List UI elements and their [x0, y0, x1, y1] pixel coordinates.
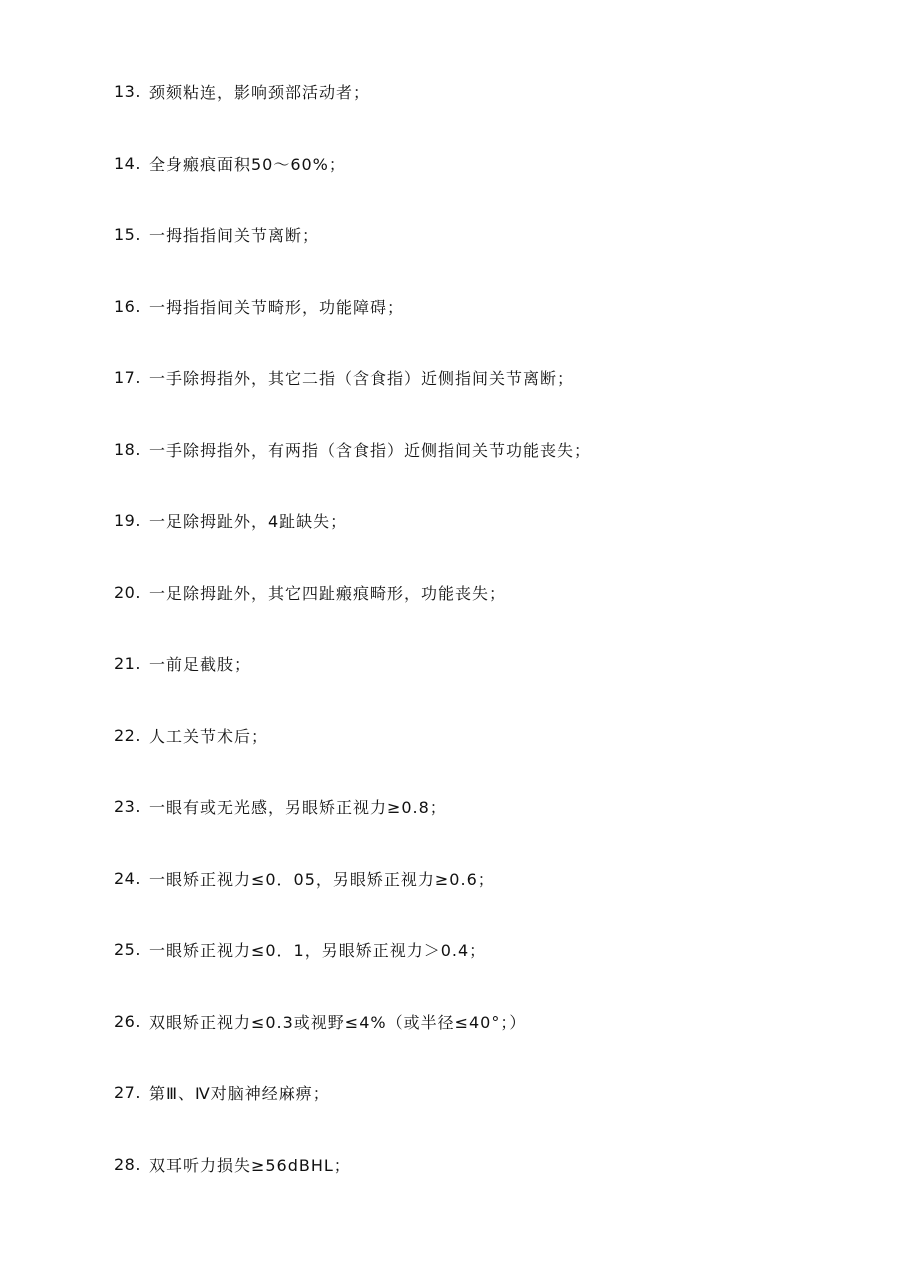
item-text: 一手除拇指外，有两指（含食指）近侧指间关节功能丧失； [148, 440, 591, 460]
list-item [114, 861, 591, 896]
item-text: 全身瘢痕面积50～60%； [148, 154, 346, 174]
list-item [114, 74, 591, 109]
item-number: 23. [114, 797, 141, 816]
item-number: 14. [114, 153, 141, 173]
list-item [114, 503, 591, 538]
item-text: 一拇指指间关节畸形，功能障碍； [148, 297, 404, 317]
item-number: 13. [114, 82, 141, 101]
list-item [114, 575, 591, 610]
item-number: 22. [114, 725, 141, 745]
item-number: 28. [114, 1154, 141, 1174]
list-item [114, 789, 591, 824]
item-text: 一足除拇趾外，4趾缺失； [148, 512, 348, 531]
item-number: 15. [114, 225, 141, 244]
item-text: 颈颏粘连，影响颈部活动者； [148, 83, 370, 102]
item-text: 一眼有或无光感，另眼矫正视力≥0.8； [148, 798, 447, 817]
list-item [114, 432, 591, 467]
item-number: 18. [114, 439, 141, 459]
item-number: 26. [114, 1011, 141, 1031]
item-text: 双眼矫正视力≤0.3或视野≤4%（或半径≤40°；） [148, 1012, 527, 1032]
item-text: 一前足截肢； [148, 655, 251, 674]
item-text: 一手除拇指外，其它二指（含食指）近侧指间关节离断； [148, 369, 574, 388]
item-text: 一拇指指间关节离断； [148, 226, 319, 245]
disability-criteria-list [114, 74, 591, 1218]
item-text: 人工关节术后； [148, 726, 268, 746]
item-text: 双耳听力损失≥56dBHL； [148, 1155, 351, 1175]
item-text: 第Ⅲ、Ⅳ对脑神经麻痹； [148, 1084, 330, 1103]
list-item [114, 718, 591, 753]
item-text: 一眼矫正视力≤0．1，另眼矫正视力＞0.4； [148, 941, 487, 960]
item-text: 一足除拇趾外，其它四趾瘢痕畸形，功能丧失； [148, 583, 506, 603]
list-item [114, 1147, 591, 1182]
list-item [114, 360, 591, 395]
item-number: 16. [114, 296, 141, 316]
item-number: 27. [114, 1083, 141, 1102]
list-item [114, 646, 591, 681]
list-item [114, 289, 591, 324]
item-number: 25. [114, 940, 141, 959]
item-number: 21. [114, 654, 141, 673]
item-number: 17. [114, 368, 141, 387]
list-item [114, 146, 591, 181]
list-item [114, 1075, 591, 1110]
item-number: 20. [114, 582, 141, 602]
item-number: 19. [114, 511, 141, 530]
item-number: 24. [114, 868, 141, 888]
list-item [114, 932, 591, 967]
item-text: 一眼矫正视力≤0．05，另眼矫正视力≥0.6； [148, 869, 495, 889]
list-item [114, 1004, 591, 1039]
list-item [114, 217, 591, 252]
